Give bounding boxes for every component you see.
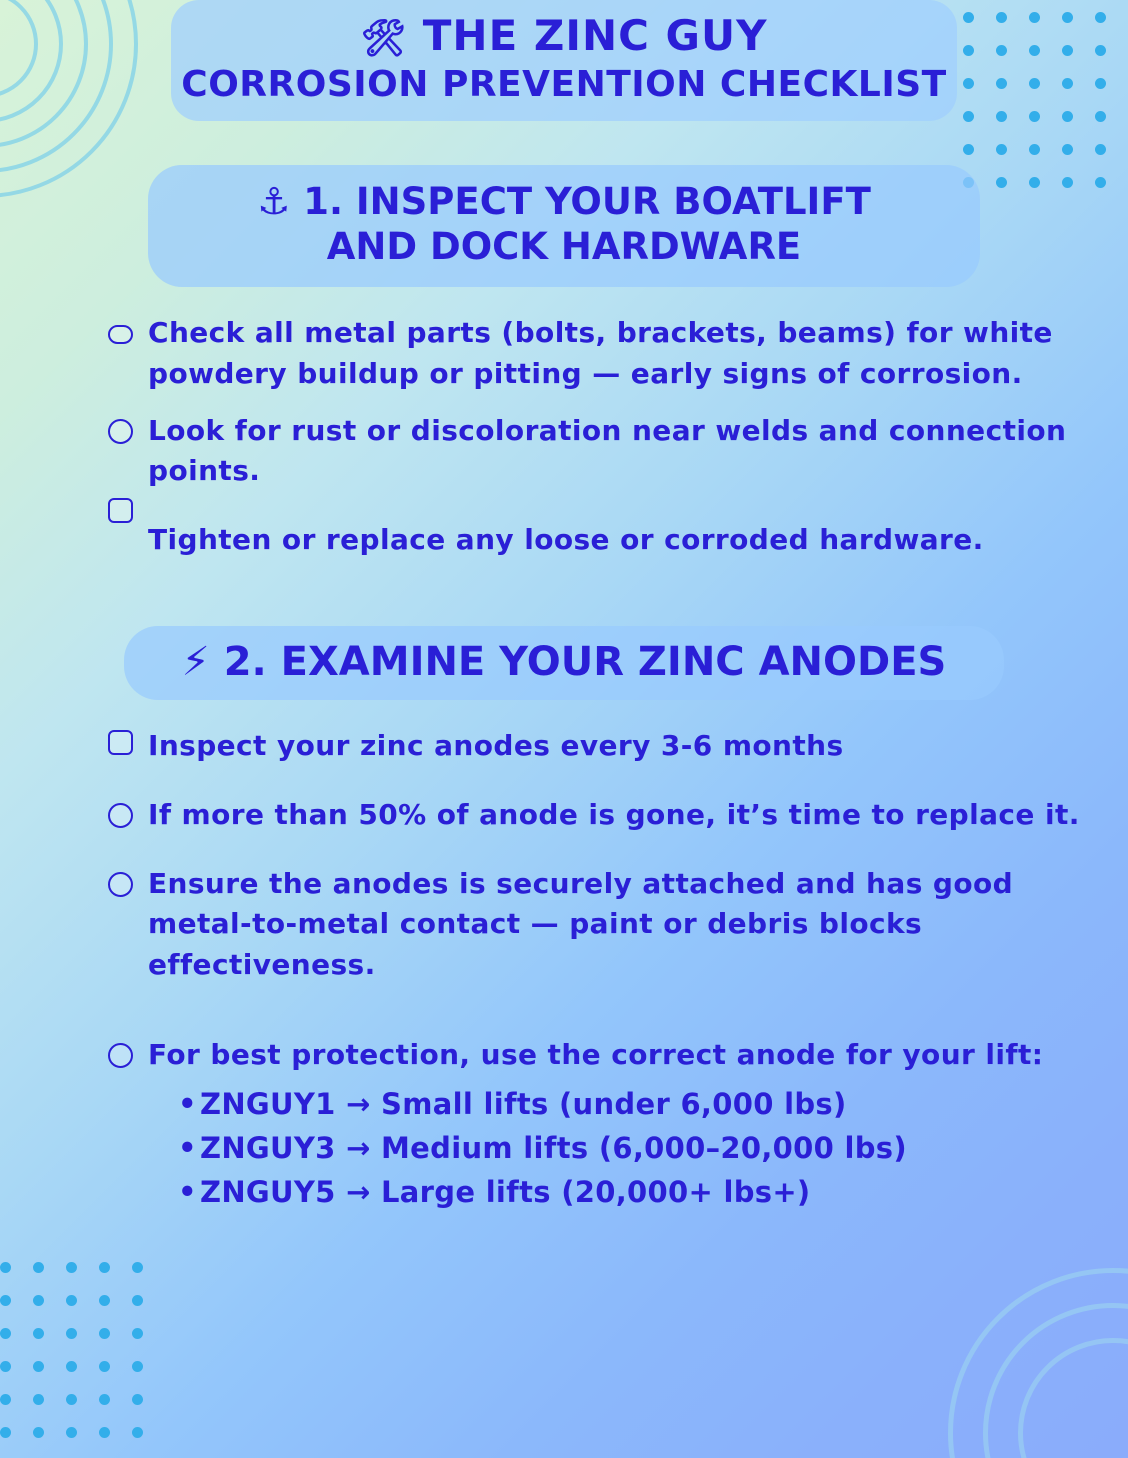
title-banner bbox=[171, 0, 957, 121]
checklist-section-1 bbox=[0, 313, 1128, 560]
anchor-icon: ⚓ bbox=[257, 180, 291, 224]
checkbox-icon[interactable] bbox=[108, 803, 133, 828]
checklist-item-label: For best protection, use the correct anode for your lift: bbox=[148, 1038, 1044, 1072]
checklist-item-label: Look for rust or discoloration near welds and connection points. bbox=[148, 413, 1067, 488]
section-heading-1-line1 bbox=[158, 179, 970, 224]
section-heading-1 bbox=[148, 165, 980, 287]
checkbox-icon[interactable] bbox=[108, 325, 133, 344]
checkbox-icon[interactable] bbox=[108, 1043, 133, 1068]
hammer-and-wrench-icon: 🛠 bbox=[360, 18, 408, 59]
section-heading-2 bbox=[124, 626, 1004, 700]
list-item: • ZNGUY5 → Large lifts (20,000+ lbs+) bbox=[200, 1170, 1102, 1214]
checkbox-icon[interactable] bbox=[108, 730, 133, 755]
checklist-item[interactable] bbox=[148, 864, 1102, 986]
checklist-item-label: Inspect your zinc anodes every 3-6 months bbox=[148, 729, 844, 763]
page-title bbox=[181, 11, 947, 60]
checkbox-icon[interactable] bbox=[108, 872, 133, 897]
checklist-item[interactable] bbox=[148, 795, 1102, 836]
checkbox-icon[interactable] bbox=[108, 498, 133, 523]
checklist-item[interactable] bbox=[148, 411, 1102, 492]
checklist-item-label: If more than 50% of anode is gone, it’s time to replace it. bbox=[148, 797, 1080, 831]
page-subtitle: CORROSION PREVENTION CHECKLIST bbox=[181, 64, 947, 106]
checklist-item-label: Check all metal parts (bolts, brackets, beams) for white powdery buildup or pitting — early signs of corrosion. bbox=[148, 316, 1053, 390]
checklist-item[interactable] bbox=[148, 726, 1102, 767]
anode-size-list bbox=[148, 1082, 1102, 1214]
checklist-item-label: Ensure the anodes is securely attached and has good metal-to-metal contact — paint or debris blocks effectiveness. bbox=[148, 866, 1014, 981]
checklist-item[interactable] bbox=[148, 520, 1102, 561]
list-item: • ZNGUY3 → Medium lifts (6,000–20,000 lbs) bbox=[200, 1126, 1102, 1170]
section-heading-1-line2: AND DOCK HARDWARE bbox=[326, 225, 802, 269]
checkbox-icon[interactable] bbox=[108, 419, 133, 444]
list-item: • ZNGUY1 → Small lifts (under 6,000 lbs) bbox=[200, 1082, 1102, 1126]
section-heading-1-text: 1. INSPECT YOUR BOATLIFT bbox=[303, 180, 871, 224]
page-title-text: THE ZINC GUY bbox=[422, 11, 768, 60]
dot-pattern-bottom-left bbox=[0, 1262, 143, 1438]
checklist-item[interactable] bbox=[148, 313, 1102, 394]
checklist-item[interactable] bbox=[148, 1035, 1102, 1214]
section-heading-2-text: 2. EXAMINE YOUR ZINC ANODES bbox=[223, 639, 947, 686]
checklist-item-label: Tighten or replace any loose or corroded hardware. bbox=[148, 522, 984, 556]
high-voltage-icon: ⚡ bbox=[181, 639, 210, 686]
checklist-section-2 bbox=[0, 726, 1128, 1214]
